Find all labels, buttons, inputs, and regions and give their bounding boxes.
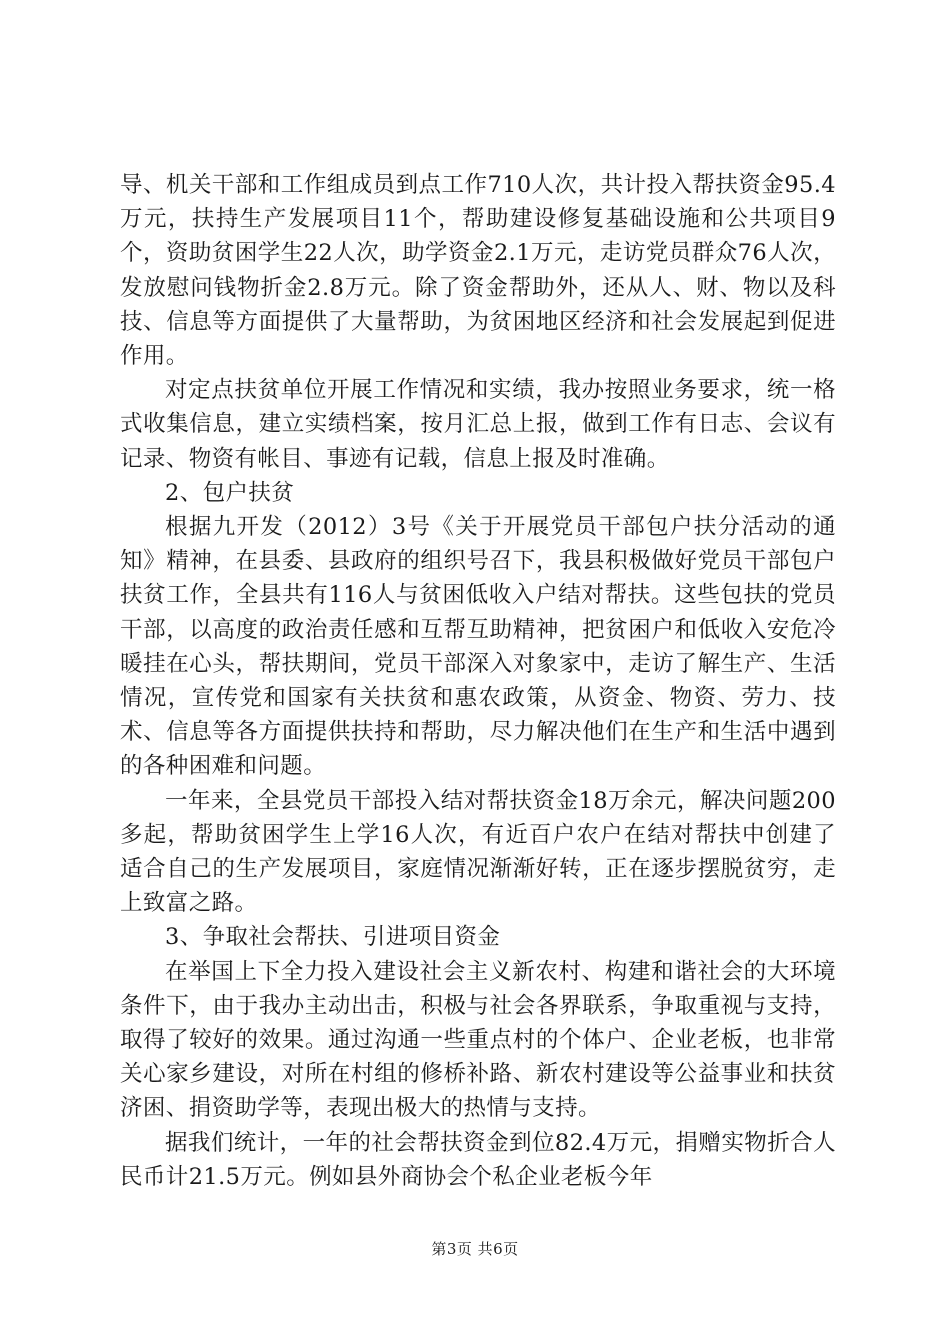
section-heading-social-aid: 3、争取社会帮扶、引进项目资金 xyxy=(165,924,501,951)
paragraph-household-aid: 根据九开发（2012）3号《关于开展党员干部包户扶分活动的通知》精神，在县委、县政府的组织号召下，我县积极做好党员干部包户扶贫工作，全县共有116人与贫困低收入户结对帮扶。这些包扶的党员干部，以高度的政治责任感和互帮互助精神，把贫困户和低收入安危冷暖挂在心头，帮扶期间，党员干部深入对象家中，走访了解生产、生活情况，宣传党和国家有关扶贫和惠农政策，从资金、物资、劳力、技术、信息等各方面提供扶持和帮助，尽力解决他们在生产和生活中遇到的各种困难和问题。 xyxy=(120,514,836,780)
paragraph-social-aid: 在举国上下全力投入建设社会主义新农村、构建和谐社会的大环境条件下，由于我办主动出击，积极与社会各界联系，争取重视与支持，取得了较好的效果。通过沟通一些重点村的个体户、企业老板，也非常关心家乡建设，对所在村组的修桥补路、新农村建设等公益事业和扶贫济困、捐资助学等，表现出极大的热情与支持。 xyxy=(120,958,836,1122)
page-number-footer: 第3页 共6页 xyxy=(431,1240,519,1258)
paragraph-year-results: 一年来，全县党员干部投入结对帮扶资金18万余元，解决问题200多起，帮助贫困学生上学16人次，有近百户农户在结对帮扶中创建了适合自己的生产发展项目，家庭情况渐渐好转，正在逐步摆脱贫穷，走上致富之路。 xyxy=(120,787,836,917)
paragraph-continuation: 导、机关干部和工作组成员到点工作710人次，共计投入帮扶资金95.4万元，扶持生产发展项目11个，帮助建设修复基础设施和公共项目9个，资助贫困学生22人次，助学资金2.1万元，走访党员群众76人次，发放慰问钱物折金2.8万元。除了资金帮助外，还从人、财、物以及科技、信息等方面提供了大量帮助，为贫困地区经济和社会发展起到促进作用。 xyxy=(120,172,836,370)
paragraph-record-keeping: 对定点扶贫单位开展工作情况和实绩，我办按照业务要求，统一格式收集信息，建立实绩档案，按月汇总上报，做到工作有日志、会议有记录、物资有帐目、事迹有记载，信息上报及时准确。 xyxy=(120,377,836,472)
section-heading-household-aid: 2、包户扶贫 xyxy=(165,479,295,506)
document-body xyxy=(120,168,836,1194)
paragraph-statistics: 据我们统计，一年的社会帮扶资金到位82.4万元，捐赠实物折合人民币计21.5万元。例如县外商协会个私企业老板今年 xyxy=(120,1129,836,1190)
